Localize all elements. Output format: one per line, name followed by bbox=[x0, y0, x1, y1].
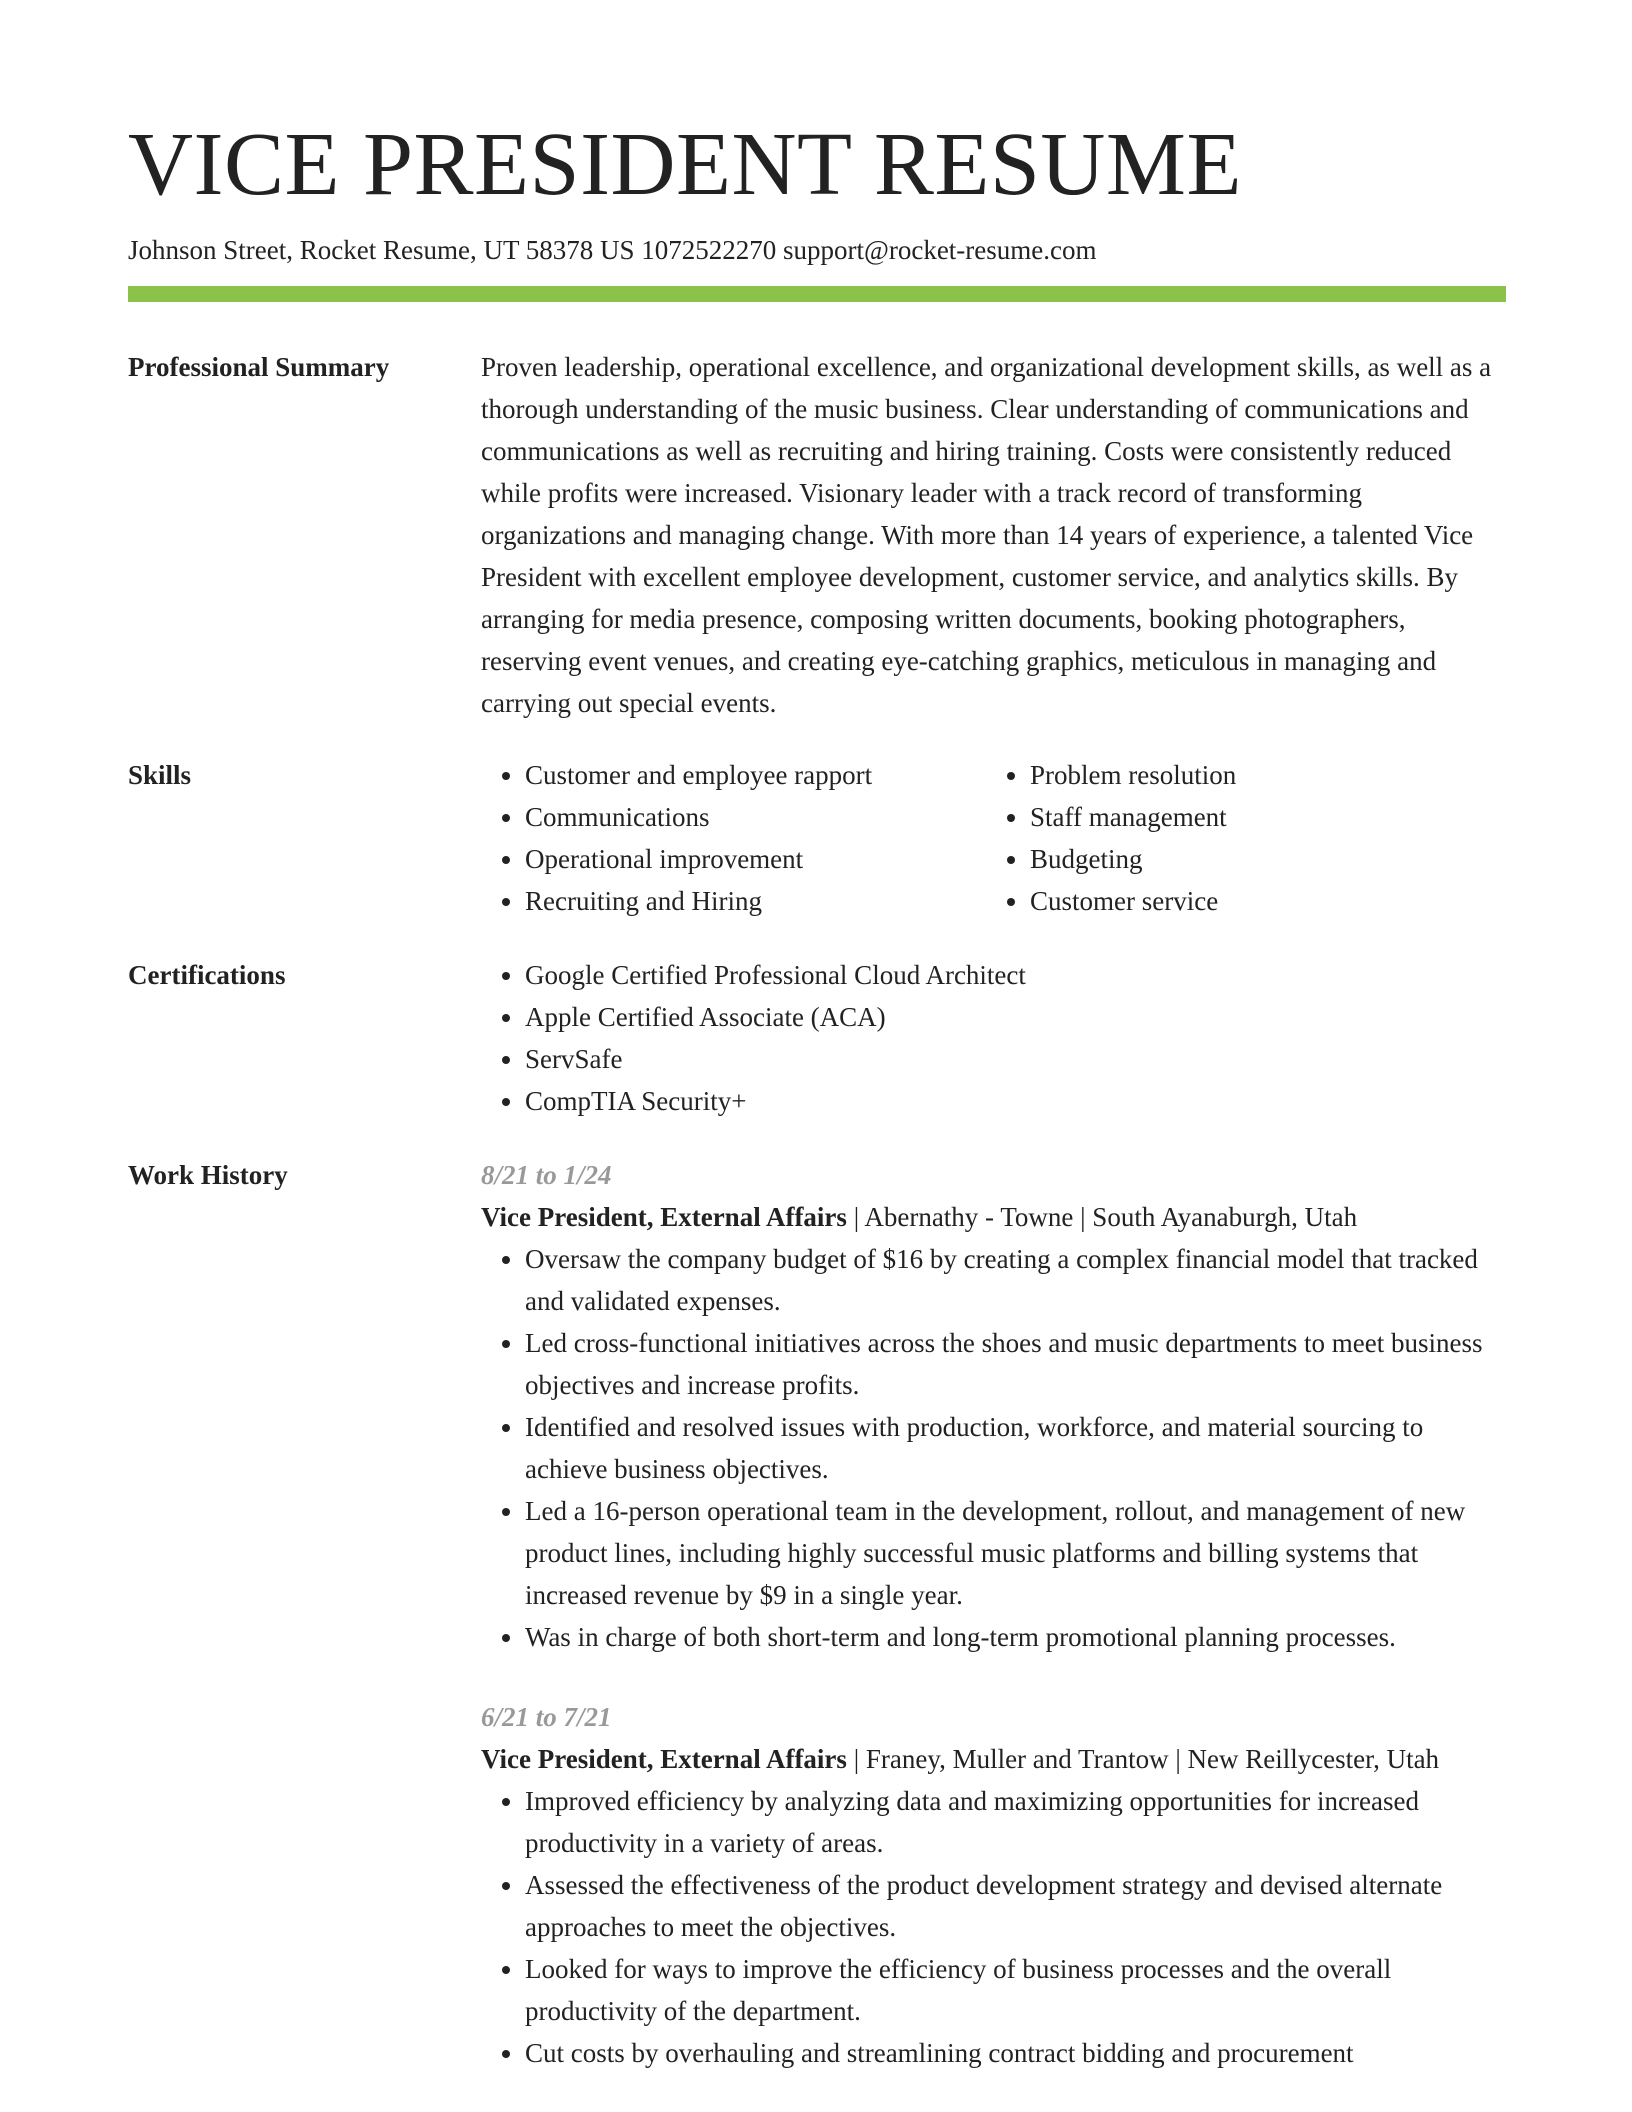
job-bullet-list bbox=[481, 1238, 1506, 1658]
section-title-skills: Skills bbox=[128, 760, 192, 790]
summary-text: Proven leadership, operational excellence, and organizational development skills, as well as a thorough understanding of the music business. Clear understanding of communications and communications as well as recruiting and hiring training. Costs were consistently reduced while profits were increased. Visionary leader with a track record of transforming organizations and managing change. With more than 14 years of experience, a talented Vice President with excellent employee development, customer service, and analytics skills. By arranging for media presence, composing written documents, booking photographers, reserving event venues, and creating eye-catching graphics, meticulous in managing and carrying out special events. bbox=[481, 352, 1492, 718]
skill-item: • Budgeting bbox=[1030, 838, 1491, 880]
work-history-body bbox=[481, 1154, 1506, 2074]
summary-body bbox=[481, 346, 1506, 724]
job-bullet-list bbox=[481, 1780, 1506, 2074]
skill-item: • Customer and employee rapport bbox=[525, 754, 986, 796]
job-bullet: • Led a 16-person operational team in the development, rollout, and management of new product lines, including highly successful music platforms and billing systems that increased revenue by $9 in a single year. bbox=[525, 1490, 1506, 1616]
skill-item: • Recruiting and Hiring bbox=[525, 880, 986, 922]
job-bullet: • Oversaw the company budget of $16 by creating a complex financial model that tracked and validated expenses. bbox=[525, 1238, 1506, 1322]
job-entry bbox=[481, 1154, 1506, 1658]
accent-divider bbox=[128, 286, 1506, 302]
job-heading bbox=[481, 1196, 1506, 1238]
skill-item: • Customer service bbox=[1030, 880, 1491, 922]
section-title-work-history: Work History bbox=[128, 1160, 288, 1190]
job-title: Vice President, External Affairs bbox=[481, 1744, 847, 1774]
job-bullet: • Led cross-functional initiatives across the shoes and music departments to meet business objectives and increase profits. bbox=[525, 1322, 1506, 1406]
contact-line: Johnson Street, Rocket Resume, UT 58378 US 1072522270 support@rocket-resume.com bbox=[128, 235, 1097, 265]
job-details: | Franey, Muller and Trantow | New Reillycester, Utah bbox=[846, 1744, 1440, 1774]
certification-item: • CompTIA Security+ bbox=[525, 1080, 1506, 1122]
job-dates: 8/21 to 1/24 bbox=[481, 1160, 612, 1190]
resume-title: VICE PRESIDENT RESUME bbox=[128, 115, 1242, 214]
job-bullet: • Assessed the effectiveness of the product development strategy and devised alternate approaches to meet the objectives. bbox=[525, 1864, 1506, 1948]
section-title-certifications: Certifications bbox=[128, 960, 286, 990]
job-bullet: • Improved efficiency by analyzing data and maximizing opportunities for increased productivity in a variety of areas. bbox=[525, 1780, 1506, 1864]
certification-item: • Apple Certified Associate (ACA) bbox=[525, 996, 1506, 1038]
job-bullet: • Looked for ways to improve the efficiency of business processes and the overall productivity of the department. bbox=[525, 1948, 1506, 2032]
section-title-summary: Professional Summary bbox=[128, 352, 390, 382]
skills-column-1 bbox=[481, 754, 986, 922]
skill-item: • Communications bbox=[525, 796, 986, 838]
job-bullet: • Cut costs by overhauling and streamlining contract bidding and procurement bbox=[525, 2032, 1506, 2074]
job-heading bbox=[481, 1738, 1506, 1780]
job-bullet: • Was in charge of both short-term and long-term promotional planning processes. bbox=[525, 1616, 1506, 1658]
skills-column-2 bbox=[986, 754, 1491, 922]
job-entry bbox=[481, 1696, 1506, 2074]
job-bullet: • Identified and resolved issues with production, workforce, and material sourcing to achieve business objectives. bbox=[525, 1406, 1506, 1490]
certification-item: • ServSafe bbox=[525, 1038, 1506, 1080]
skill-item: • Operational improvement bbox=[525, 838, 986, 880]
certifications-body bbox=[481, 954, 1506, 1122]
skill-item: • Problem resolution bbox=[1030, 754, 1491, 796]
job-dates: 6/21 to 7/21 bbox=[481, 1702, 612, 1732]
certification-item: • Google Certified Professional Cloud Architect bbox=[525, 954, 1506, 996]
job-title: Vice President, External Affairs bbox=[481, 1202, 847, 1232]
job-details: | Abernathy - Towne | South Ayanaburgh, Utah bbox=[846, 1202, 1358, 1232]
skills-body bbox=[481, 754, 1506, 922]
skill-item: • Staff management bbox=[1030, 796, 1491, 838]
